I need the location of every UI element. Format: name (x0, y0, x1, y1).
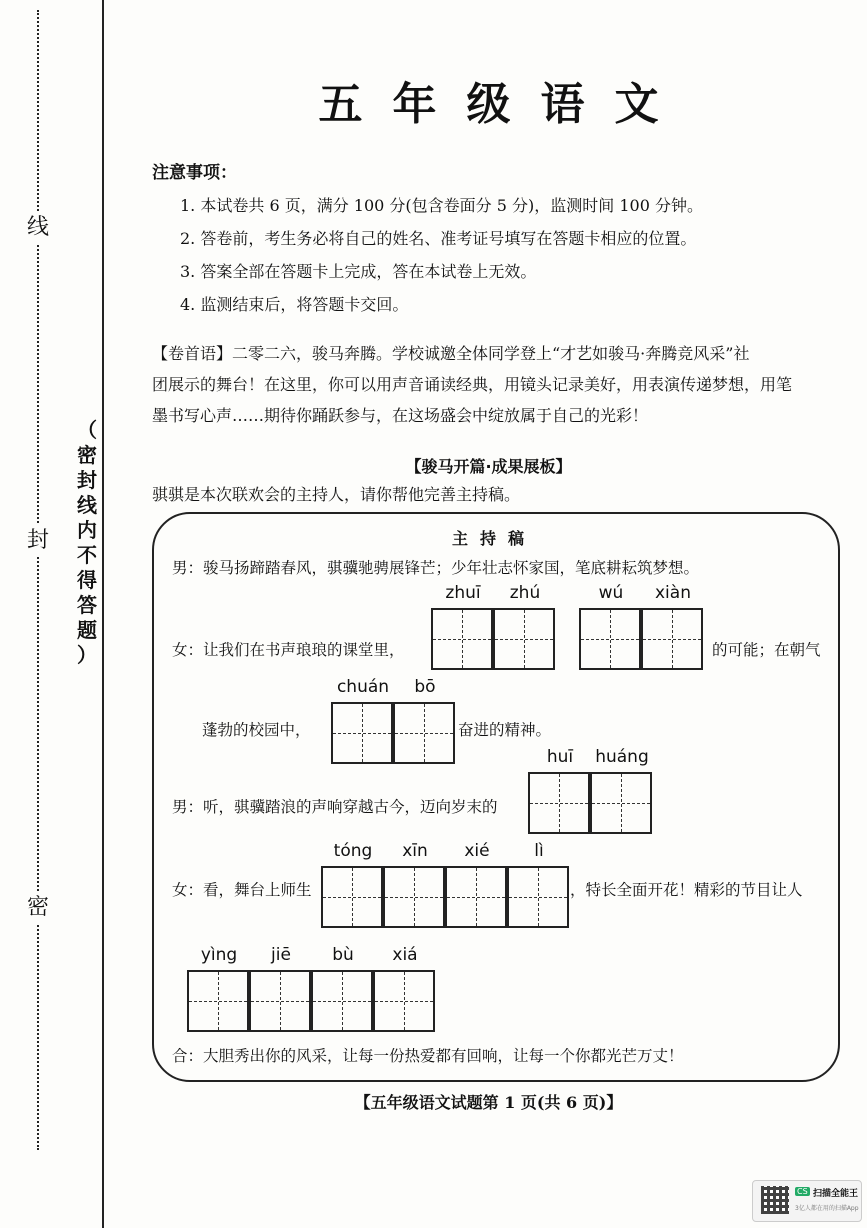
seal-dotted-line (37, 10, 39, 1150)
pinyin-label: xīn (402, 841, 428, 861)
notice-item: 1. 本试卷共 6 页，满分 100 分(包含卷面分 5 分)，监测时间 100 分钟。 (180, 196, 703, 215)
tianzige-box (528, 772, 590, 834)
pinyin-label: lì (534, 841, 544, 861)
pinyin-label: yìng (200, 945, 238, 965)
seal-note (72, 418, 102, 668)
seal-note-char: （ (77, 418, 97, 442)
tianzige-box (321, 866, 383, 928)
preface-line: 墨书写心声……期待你踊跃参与，在这场盛会中绽放属于自己的光彩！ (152, 406, 649, 425)
notice-item: 2. 答卷前，考生务必将自己的姓名、准考证号填写在答题卡相应的位置。 (180, 229, 697, 248)
page-footer: 【五年级语文试题第 1 页(共 6 页)】 (354, 1093, 623, 1112)
tianzige-box (431, 608, 493, 670)
pinyin-label: bù (332, 945, 354, 965)
pinyin-label: huī (546, 747, 574, 767)
pinyin-label: wú (598, 583, 624, 603)
script-line: 女：看，舞台上师生 (172, 881, 312, 899)
script-line: ，特长全面开花！精彩的节目让人 (570, 881, 803, 899)
seal-note-char: 线 (77, 493, 97, 517)
tianzige-box (579, 608, 641, 670)
seal-note-char: 题 (77, 618, 97, 642)
tianzige-box (590, 772, 652, 834)
page-title: 五年级语文 (318, 79, 689, 130)
pinyin-label: jiē (271, 945, 291, 965)
pinyin-label: chuán (336, 677, 390, 697)
tianzige-box (331, 702, 393, 764)
script-line: 男：听，骐骥踏浪的声响穿越古今，迈向岁末的 (172, 798, 498, 816)
scanner-watermark (752, 1180, 862, 1222)
pinyin-label: xié (464, 841, 490, 861)
camscanner-tagline: 3亿人都在用的扫描App (795, 1205, 859, 1212)
pinyin-label: xiá (392, 945, 418, 965)
seal-char-feng: 封 (22, 525, 54, 557)
script-line: 蓬勃的校园中， (202, 721, 311, 739)
script-title: 主持稿 (451, 529, 536, 548)
preface-line: 【卷首语】二零二六，骏马奔腾。学校诚邀全体同学登上“才艺如骏马·奔腾竞风采”社 (152, 344, 750, 363)
tianzige-box (383, 866, 445, 928)
pinyin-label: bō (414, 677, 436, 697)
seal-char-xian: 线 (22, 212, 54, 244)
seal-note-char: 得 (77, 568, 97, 592)
task-instruction: 骐骐是本次联欢会的主持人，请你帮他完善主持稿。 (152, 485, 521, 504)
seal-note-char: 内 (77, 518, 97, 542)
tianzige-box (493, 608, 555, 670)
script-line: 女：让我们在书声琅琅的课堂里， (172, 641, 405, 659)
camscanner-logo: CS (797, 1187, 808, 1196)
seal-note-char: 不 (77, 543, 97, 567)
pinyin-label: zhú (509, 583, 541, 603)
tianzige-box (445, 866, 507, 928)
seal-note-char: 封 (77, 468, 97, 492)
qr-code-icon (761, 1186, 789, 1214)
pinyin-label: tóng (333, 841, 373, 861)
seal-note-char: ） (77, 643, 97, 667)
pinyin-label: xiàn (655, 583, 691, 603)
tianzige-box (249, 970, 311, 1032)
tianzige-box (373, 970, 435, 1032)
section-title: 【骏马开篇·成果展板】 (405, 457, 572, 476)
margin-rule (102, 0, 104, 1228)
seal-note-char: 答 (77, 593, 97, 617)
script-line: 男：骏马扬蹄踏春风，骐骥驰骋展锋芒；少年壮志怀家国，笔底耕耘筑梦想。 (172, 559, 700, 577)
tianzige-box (507, 866, 569, 928)
notice-heading: 注意事项： (152, 163, 237, 183)
tianzige-box (393, 702, 455, 764)
seal-char-mi: 密 (22, 892, 54, 924)
script-line: 的可能；在朝气 (712, 641, 821, 659)
seal-note-char: 密 (77, 443, 97, 467)
tianzige-box (641, 608, 703, 670)
notice-item: 4. 监测结束后，将答题卡交回。 (180, 295, 409, 314)
tianzige-box (311, 970, 373, 1032)
pinyin-label: huáng (595, 747, 649, 767)
script-line: 合：大胆秀出你的风采，让每一份热爱都有回响，让每一个你都光芒万丈！ (172, 1047, 684, 1065)
tianzige-box (187, 970, 249, 1032)
notice-item: 3. 答案全部在答题卡上完成，答在本试卷上无效。 (180, 262, 537, 281)
camscanner-name: 扫描全能王 (813, 1189, 859, 1199)
script-line: 奋进的精神。 (458, 721, 552, 739)
pinyin-label: zhuī (445, 583, 481, 603)
preface-line: 团展示的舞台！在这里，你可以用声音诵读经典，用镜头记录美好，用表演传递梦想，用笔 (152, 375, 793, 394)
